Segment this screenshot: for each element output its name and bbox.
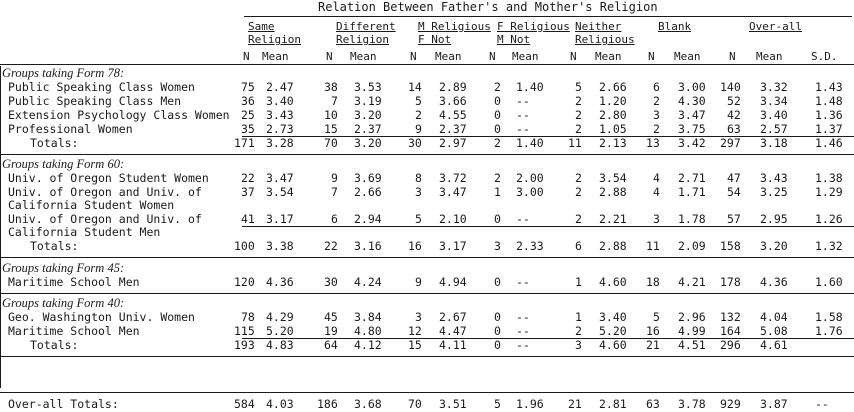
table-row-cell: 9 (331, 171, 338, 185)
table-row-cell: 2 (653, 122, 660, 136)
col-subheader: N (243, 50, 250, 63)
row-label: Public Speaking Class Women (8, 80, 195, 94)
row-label: Univ. of Oregon Student Women (8, 171, 209, 185)
table-row-cell: 2.66 (354, 185, 382, 199)
row-label: California Student Women (8, 198, 175, 212)
totals-label: Totals: (30, 136, 79, 150)
table-row-cell: 2.89 (439, 80, 467, 94)
table-row-cell: 2.71 (678, 171, 706, 185)
table-row-cell: 0 (494, 94, 501, 108)
table-row-cell: 3.25 (760, 185, 788, 199)
table-row-cell: 3.40 (599, 310, 627, 324)
table-row-cell: 30 (324, 275, 338, 289)
table-row-cell: 2 (575, 108, 582, 122)
totals-row-cell: 4.11 (439, 338, 467, 352)
table-row-cell: 2 (575, 324, 582, 338)
table-row-cell: 3.00 (516, 185, 544, 199)
totals-row-cell: 158 (720, 239, 741, 253)
table-row-cell: 2.80 (599, 108, 627, 122)
table-row-cell: 4.94 (439, 275, 467, 289)
table-row-cell: 5 (415, 94, 422, 108)
table-row-cell: 3.43 (760, 171, 788, 185)
table-row-cell: 3.40 (760, 108, 788, 122)
table-row-cell: 2 (575, 94, 582, 108)
table-row-cell: 2.57 (760, 122, 788, 136)
overall-row-cell: -- (815, 397, 829, 411)
table-row-cell: -- (516, 94, 530, 108)
col-group-header: F Not (418, 33, 452, 46)
overall-row-cell: 1.96 (516, 397, 544, 411)
table-row-cell: 3.32 (760, 80, 788, 94)
totals-row-cell: 22 (324, 239, 338, 253)
table-row-cell: 3.17 (266, 212, 294, 226)
totals-row-cell: 171 (234, 136, 255, 150)
table-row-cell: 2 (575, 185, 582, 199)
table-row-cell: 4.36 (760, 275, 788, 289)
totals-row-cell: 4.60 (599, 338, 627, 352)
totals-row-cell: 297 (720, 136, 741, 150)
group-heading: Groups taking Form 60: (2, 157, 125, 171)
table-row-cell: -- (516, 108, 530, 122)
table-row-cell: 3.54 (266, 185, 294, 199)
table-row-cell: 3.47 (678, 108, 706, 122)
totals-row-cell: 30 (408, 136, 422, 150)
table-row-cell: 3.40 (266, 94, 294, 108)
table-row-cell: 1.40 (516, 80, 544, 94)
table-row-cell: 0 (494, 212, 501, 226)
table-row-cell: 5 (653, 310, 660, 324)
row-label: Extension Psychology Class Women (8, 108, 230, 122)
col-group-header: Religious (575, 33, 635, 46)
table-row-cell: 178 (720, 275, 741, 289)
totals-label: Totals: (30, 338, 79, 352)
table-row-cell: 10 (324, 108, 338, 122)
totals-row-cell: 296 (720, 338, 741, 352)
overall-row-cell: 3.87 (760, 397, 788, 411)
table-row-cell: 4.29 (266, 310, 294, 324)
table-row-cell: -- (516, 275, 530, 289)
table-row-cell: 4.60 (599, 275, 627, 289)
overall-row-cell: 63 (646, 397, 660, 411)
section-rule (0, 293, 854, 294)
table-row-cell: 38 (324, 80, 338, 94)
table-row-cell: 1.37 (815, 122, 843, 136)
table-row-cell: 132 (720, 310, 741, 324)
table-row-cell: 6 (331, 212, 338, 226)
totals-row-cell: 64 (324, 338, 338, 352)
table-row-cell: 1.43 (815, 80, 843, 94)
section-rule (0, 154, 854, 155)
table-row-cell: 15 (324, 122, 338, 136)
table-row-cell: 2 (575, 171, 582, 185)
totals-row-cell: 3 (575, 338, 582, 352)
overall-row-cell: 21 (568, 397, 582, 411)
table-row-cell: 140 (720, 80, 741, 94)
subtotal-rule (242, 226, 854, 227)
totals-row-cell: 11 (646, 239, 660, 253)
table-row-cell: 1 (575, 310, 582, 324)
table-row-cell: 1.20 (599, 94, 627, 108)
table-row-cell: 2.96 (678, 310, 706, 324)
table-row-cell: 2 (575, 212, 582, 226)
table-row-cell: 42 (727, 108, 741, 122)
totals-row-cell: 1.40 (516, 136, 544, 150)
table-row-cell: 0 (494, 310, 501, 324)
totals-row-cell: 3.28 (266, 136, 294, 150)
overall-row-cell: 929 (720, 397, 741, 411)
section-rule (0, 356, 854, 357)
table-row-cell: 4.47 (439, 324, 467, 338)
table-row-cell: 3.47 (266, 171, 294, 185)
table-row-cell: 45 (324, 310, 338, 324)
totals-row-cell: 193 (234, 338, 255, 352)
table-row-cell: 2 (494, 171, 501, 185)
table-row-cell: 4.04 (760, 310, 788, 324)
table-row-cell: 7 (331, 94, 338, 108)
table-row-cell: 57 (727, 212, 741, 226)
col-subheader: Mean (756, 50, 783, 63)
table-row-cell: 3 (653, 108, 660, 122)
table-row-cell: 5.20 (599, 324, 627, 338)
table-row-cell: 2.88 (599, 185, 627, 199)
table-row-cell: 18 (646, 275, 660, 289)
col-subheader: N (410, 50, 417, 63)
table-row-cell: 75 (241, 80, 255, 94)
table-row-cell: 3.72 (439, 171, 467, 185)
totals-row-cell: 4.51 (678, 338, 706, 352)
table-row-cell: 2.67 (439, 310, 467, 324)
table-row-cell: 1.48 (815, 94, 843, 108)
col-subheader: N (489, 50, 496, 63)
totals-row-cell: 1.46 (815, 136, 843, 150)
table-row-cell: 0 (494, 108, 501, 122)
table-row-cell: 1.76 (815, 324, 843, 338)
overall-row-cell: 3.78 (678, 397, 706, 411)
table-row-cell: 0 (494, 122, 501, 136)
totals-row-cell: 4.12 (354, 338, 382, 352)
table-row-cell: 1.05 (599, 122, 627, 136)
table-row-cell: 9 (415, 275, 422, 289)
table-row-cell: -- (516, 324, 530, 338)
table-row-cell: 1.29 (815, 185, 843, 199)
table-title: Relation Between Father's and Mother's Religion (318, 0, 658, 14)
table-row-cell: 2.66 (599, 80, 627, 94)
col-group-header: Religion (248, 33, 301, 46)
table-row-cell: 12 (408, 324, 422, 338)
overall-rule (0, 392, 854, 393)
totals-row-cell: 3.17 (439, 239, 467, 253)
totals-row-cell: 21 (646, 338, 660, 352)
table-row-cell: 35 (241, 122, 255, 136)
table-row-cell: 54 (727, 185, 741, 199)
table-row-cell: 120 (234, 275, 255, 289)
table-row-cell: 5 (415, 212, 422, 226)
row-label: Maritime School Men (8, 324, 140, 338)
col-group-header: M Not (497, 33, 531, 46)
totals-row-cell: 16 (408, 239, 422, 253)
table-row-cell: 3.66 (439, 94, 467, 108)
table-row-cell: 3.75 (678, 122, 706, 136)
col-group-header: F Religious (497, 20, 570, 33)
totals-row-cell: 3.20 (354, 136, 382, 150)
group-heading: Groups taking Form 45: (2, 261, 125, 275)
table-row-cell: 5 (575, 80, 582, 94)
table-row-cell: 78 (241, 310, 255, 324)
totals-row-cell: 4.83 (266, 338, 294, 352)
table-row-cell: 4.24 (354, 275, 382, 289)
table-row-cell: 5.20 (266, 324, 294, 338)
table-row-cell: 0 (494, 324, 501, 338)
section-rule (0, 257, 854, 258)
col-group-header: M Religious (418, 20, 491, 33)
table-row-cell: 3.20 (354, 108, 382, 122)
table-row-cell: 63 (727, 122, 741, 136)
overall-row-cell: 186 (317, 397, 338, 411)
table-row-cell: 4.55 (439, 108, 467, 122)
col-subheader: Mean (435, 50, 462, 63)
table-row-cell: 115 (234, 324, 255, 338)
overall-row-cell: 584 (234, 397, 255, 411)
col-group-header: Over-all (749, 20, 802, 33)
row-label: Univ. of Oregon and Univ. of (8, 212, 202, 226)
table-row-cell: 9 (415, 122, 422, 136)
table-row-cell: 2.73 (266, 122, 294, 136)
totals-row-cell: 13 (646, 136, 660, 150)
table-row-cell: 47 (727, 171, 741, 185)
table-row-cell: -- (516, 212, 530, 226)
row-label: Professional Women (8, 122, 133, 136)
row-label: Univ. of Oregon and Univ. of (8, 185, 202, 199)
row-label: Geo. Washington Univ. Women (8, 310, 195, 324)
col-group-header: Blank (658, 20, 692, 33)
row-label: Public Speaking Class Men (8, 94, 182, 108)
table-row-cell: 1.26 (815, 212, 843, 226)
table-row-cell: 25 (241, 108, 255, 122)
table-row-cell: 3.19 (354, 94, 382, 108)
table-row-cell: 4 (653, 171, 660, 185)
table-row-cell: 1.71 (678, 185, 706, 199)
table-row-cell: 2 (653, 94, 660, 108)
table-row-cell: 41 (241, 212, 255, 226)
group-heading: Groups taking Form 78: (2, 66, 125, 80)
overall-row-cell: 5 (494, 397, 501, 411)
overall-row-cell: 3.51 (439, 397, 467, 411)
table-row-cell: -- (516, 310, 530, 324)
table-row-cell: 2.94 (354, 212, 382, 226)
col-subheader: Mean (674, 50, 701, 63)
col-subheader: S.D. (811, 50, 838, 63)
totals-label: Totals: (30, 239, 79, 253)
table-row-cell: 1.36 (815, 108, 843, 122)
totals-row-cell: 2 (494, 136, 501, 150)
table-row-cell: 4.30 (678, 94, 706, 108)
col-subheader: N (570, 50, 577, 63)
table-row-cell: 19 (324, 324, 338, 338)
totals-row-cell: 3.20 (760, 239, 788, 253)
table-row-cell: 4.80 (354, 324, 382, 338)
table-row-cell: 16 (646, 324, 660, 338)
totals-row-cell: 3.16 (354, 239, 382, 253)
col-subheader: N (729, 50, 736, 63)
table-row-cell: 4.36 (266, 275, 294, 289)
table-row-cell: 7 (331, 185, 338, 199)
table-row-cell: 3.00 (678, 80, 706, 94)
overall-label: Over-all Totals: (8, 397, 119, 411)
table-row-cell: 4.21 (678, 275, 706, 289)
table-row-cell: 8 (415, 171, 422, 185)
table-row-cell: 1.38 (815, 171, 843, 185)
totals-row-cell: 2.88 (599, 239, 627, 253)
totals-row-cell: 3 (494, 239, 501, 253)
totals-row-cell: 3.42 (678, 136, 706, 150)
totals-row-cell: 15 (408, 338, 422, 352)
left-border (0, 66, 1, 388)
table-row-cell: 3.53 (354, 80, 382, 94)
table-row-cell: 2.10 (439, 212, 467, 226)
header-rule (0, 64, 854, 65)
totals-row-cell: 0 (494, 338, 501, 352)
table-row-cell: 3.84 (354, 310, 382, 324)
group-heading: Groups taking Form 40: (2, 296, 125, 310)
overall-row-cell: 3.68 (354, 397, 382, 411)
totals-row-cell: 3.38 (266, 239, 294, 253)
col-subheader: Mean (595, 50, 622, 63)
table-row-cell: 2 (575, 122, 582, 136)
overall-row-cell: 70 (408, 397, 422, 411)
table-row-cell: 1.58 (815, 310, 843, 324)
table-row-cell: 2 (415, 108, 422, 122)
table-row-cell: 37 (241, 185, 255, 199)
table-row-cell: 14 (408, 80, 422, 94)
table-row-cell: 3.43 (266, 108, 294, 122)
table-row-cell: 1.78 (678, 212, 706, 226)
table-row-cell: 2.37 (354, 122, 382, 136)
table-row-cell: 3.69 (354, 171, 382, 185)
row-label: Maritime School Men (8, 275, 140, 289)
table-row-cell: 36 (241, 94, 255, 108)
totals-row-cell: 3.18 (760, 136, 788, 150)
table-row-cell: 2.00 (516, 171, 544, 185)
totals-row-cell: 4.61 (760, 338, 788, 352)
table-row-cell: 3 (415, 310, 422, 324)
table-row-cell: 6 (653, 80, 660, 94)
totals-row-cell: 11 (568, 136, 582, 150)
table-row-cell: 2.21 (599, 212, 627, 226)
totals-row-cell: 2.97 (439, 136, 467, 150)
col-subheader: Mean (262, 50, 289, 63)
table-row-cell: 2.95 (760, 212, 788, 226)
totals-row-cell: 2.33 (516, 239, 544, 253)
table-row-cell: 3 (653, 212, 660, 226)
table-row-cell: 3.47 (439, 185, 467, 199)
col-subheader: N (648, 50, 655, 63)
col-subheader: N (326, 50, 333, 63)
table-row-cell: 1 (494, 185, 501, 199)
table-row-cell: 2.47 (266, 80, 294, 94)
col-subheader: Mean (512, 50, 539, 63)
row-label: California Student Men (8, 225, 161, 239)
table-row-cell: 5.08 (760, 324, 788, 338)
table-row-cell: 2.37 (439, 122, 467, 136)
table-row-cell: 2 (494, 80, 501, 94)
title-rule (244, 16, 852, 17)
totals-row-cell: 1.32 (815, 239, 843, 253)
table-row-cell: 4.99 (678, 324, 706, 338)
totals-row-cell: 2.13 (599, 136, 627, 150)
table-row-cell: 3.54 (599, 171, 627, 185)
table-row-cell: 3.34 (760, 94, 788, 108)
col-group-header: Neither (575, 20, 622, 33)
totals-row-cell: 2.09 (678, 239, 706, 253)
totals-row-cell: 100 (234, 239, 255, 253)
overall-row-cell: 4.03 (266, 397, 294, 411)
table-row-cell: 22 (241, 171, 255, 185)
table-row-cell: 3 (415, 185, 422, 199)
totals-row-cell: -- (516, 338, 530, 352)
table-row-cell: 1.60 (815, 275, 843, 289)
overall-row-cell: 2.81 (599, 397, 627, 411)
table-row-cell: 1 (575, 275, 582, 289)
col-group-header: Different (336, 20, 396, 33)
col-subheader: Mean (350, 50, 377, 63)
totals-row-cell: 6 (575, 239, 582, 253)
table-row-cell: 0 (494, 275, 501, 289)
table-row-cell: -- (516, 122, 530, 136)
table-row-cell: 4 (653, 185, 660, 199)
table-row-cell: 164 (720, 324, 741, 338)
col-group-header: Same (248, 20, 275, 33)
table-row-cell: 52 (727, 94, 741, 108)
col-group-header: Religion (336, 33, 389, 46)
totals-row-cell: 70 (324, 136, 338, 150)
